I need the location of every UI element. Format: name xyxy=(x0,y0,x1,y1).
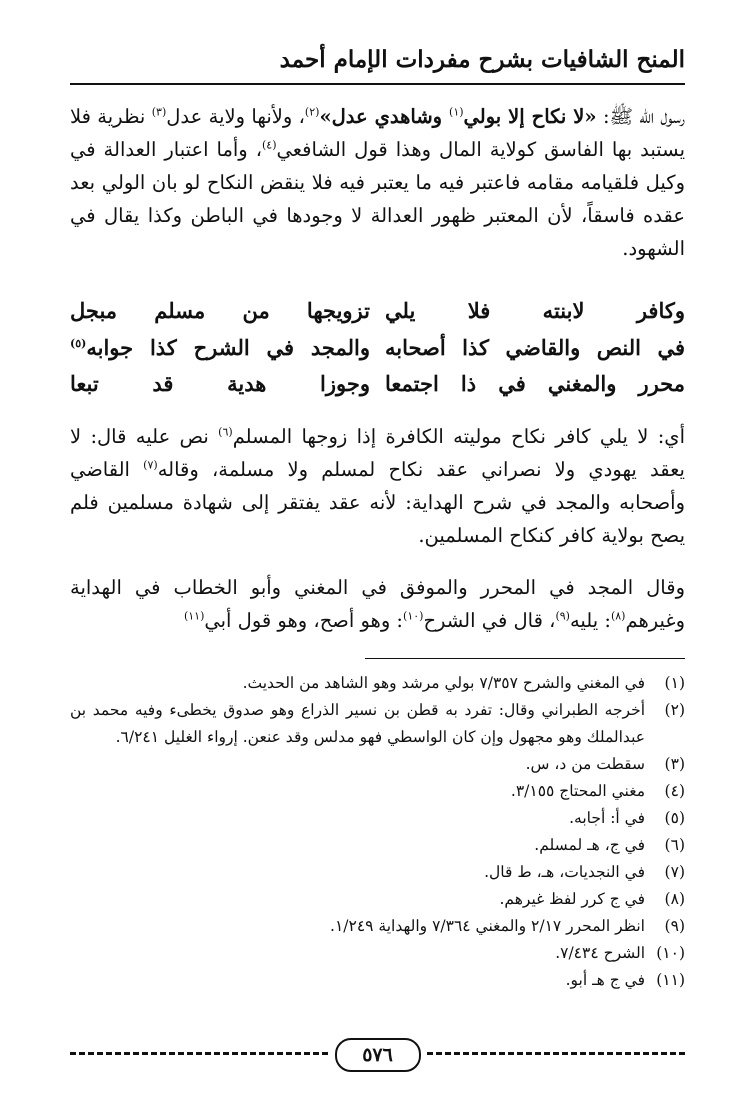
footnote-number: (١) xyxy=(664,674,685,692)
footnote xyxy=(70,697,685,751)
footnote-number: (٤) xyxy=(664,782,685,800)
footnote-number: (٦) xyxy=(664,836,685,854)
footnote xyxy=(70,967,685,994)
footnote-number: (١٠) xyxy=(656,944,685,962)
verse-hemistich-1: في النص والقاضي كذا أصحابه xyxy=(385,335,685,360)
footnote-text: في النجديات، هـ، ط قال. xyxy=(484,863,645,881)
footnote-ref-2: (٢) xyxy=(304,105,320,119)
footnotes xyxy=(70,670,685,994)
footnote-text: في ج، هـ لمسلم. xyxy=(534,836,645,854)
page-number: ٥٧٦ xyxy=(335,1038,421,1072)
footnote xyxy=(70,859,685,886)
footnote-ref-7: (٧) xyxy=(143,458,158,472)
footnote-ref-11: (١١) xyxy=(183,609,205,623)
footnote-ref-9: (٩) xyxy=(555,609,570,623)
footnote xyxy=(70,940,685,967)
paragraph-1: رسول الله ﷺ: «لا نكاح إلا بولي$^{(١)}$ وشاهدي عدل»$^{(٢)}$، ولأنها ولاية عدل$^{(٣)}$ نظرية فلا يستبد بها الفاسق كولاية المال وهذا قول الشافعي$^{(٤)}$، وأما اعتبار العدالة في وكيل فلقيامه مقامه فاعتبر فيه ما يعتبر فيه فلا ينقض النكاح لو بان الولي بعد عقده فاسقاً، لأن المعتبر ظهور العدالة لا وجودها في الباطن وكذا يقال في الشهود. xyxy=(70,105,685,260)
footnote-ref-4: (٤) xyxy=(262,138,277,152)
footnote-number: (٥) xyxy=(664,809,685,827)
footnote-text: سقطت من د، س. xyxy=(525,755,645,773)
verse-line xyxy=(70,371,685,407)
footnote xyxy=(70,751,685,778)
footnote-ref-1: (١) xyxy=(449,105,464,119)
footnote xyxy=(70,913,685,940)
footnote-number: (٢) xyxy=(664,701,685,719)
footnote-number: (٨) xyxy=(664,890,685,908)
verse-line xyxy=(70,335,685,371)
footnote-text: مغني المحتاج ٣/١٥٥. xyxy=(510,782,645,800)
paragraph-3: وقال المجد في المحرر والموفق في المغني وأبو الخطاب في الهداية وغيرهم$^{(٨)}$: يليه$^{(٩)}$، قال في الشرح$^{(١٠)}$: وهو أصح، وهو قول أبي$^{(١١)}$ xyxy=(70,576,685,632)
footnote-number: (٣) xyxy=(664,755,685,773)
footnote xyxy=(70,778,685,805)
verse-hemistich-2: تزويجها من مسلم مبجل xyxy=(70,298,370,323)
footer-dashed-rule xyxy=(427,1052,685,1055)
page-footer xyxy=(70,1038,685,1074)
footnote xyxy=(70,805,685,832)
footnote-text: في ج هـ أبو. xyxy=(565,971,645,989)
footnote-text: في ج كرر لفظ غيرهم. xyxy=(499,890,645,908)
footnote-number: (١١) xyxy=(656,971,685,989)
footnote-ref-5: (٥) xyxy=(70,337,87,350)
footnote-number: (٧) xyxy=(664,863,685,881)
footer-dashed-rule xyxy=(70,1052,328,1055)
footnote-text: الشرح ٧/٤٣٤. xyxy=(555,944,645,962)
paragraph-2: أي: لا يلي كافر نكاح موليته الكافرة إذا زوجها المسلم$^{(٦)}$ نص عليه قال: لا يعقد يهودي ولا نصراني عقد نكاح لمسلم ولا مسلمة، وقاله$^{(٧)}$ القاضي وأصحابه والمجد في شرح الهداية: لأنه عقد يفتقر إلى شهادة مسلمين فلم يصح بولاية كافر كنكاح المسلمين. xyxy=(70,425,685,547)
verse-hemistich-2: والمجد في الشرح كذا جوابه$^{(٥)}$ xyxy=(70,335,370,360)
footnote-ref-8: (٨) xyxy=(610,609,626,623)
footnote xyxy=(70,670,685,697)
footnote xyxy=(70,886,685,913)
footnote-text: في المغني والشرح ٧/٣٥٧ بولي مرشد وهو الشاهد من الحديث. xyxy=(242,674,645,692)
footnote-text: أخرجه الطبراني وقال: تفرد به قطن بن نسير الذراع وهو صدوق يخطىء وفيه محمد بن عبدالملك وهو مجهول وإن كان الواسطي فهو مدلس وقد عنعن. إرواء الغليل ٦/٢٤١. xyxy=(70,701,645,746)
footnote-text: انظر المحرر ٢/١٧ والمغني ٧/٣٦٤ والهداية ١/٢٤٩. xyxy=(330,917,645,935)
footnote-separator xyxy=(365,658,685,659)
verse-hemistich-2: وجوزا هدية قد تبعا xyxy=(70,371,370,396)
header-title: المنح الشافيات بشرح مفردات الإمام أحمد xyxy=(279,46,685,73)
verse-line xyxy=(70,298,685,334)
footnote-ref-3: (٣) xyxy=(151,105,167,119)
running-header xyxy=(70,40,685,88)
verse-hemistich-1: وكافر لابنته فلا يلي xyxy=(385,298,685,323)
footnote-ref-10: (١٠) xyxy=(403,609,424,623)
verse-hemistich-1: محرر والمغني في ذا اجتمعا xyxy=(385,371,685,396)
footnote xyxy=(70,832,685,859)
footnote-number: (٩) xyxy=(664,917,685,935)
footnote-ref-6: (٦) xyxy=(218,425,233,439)
header-rule xyxy=(70,83,685,85)
footnote-text: في أ: أجابه. xyxy=(569,809,645,827)
